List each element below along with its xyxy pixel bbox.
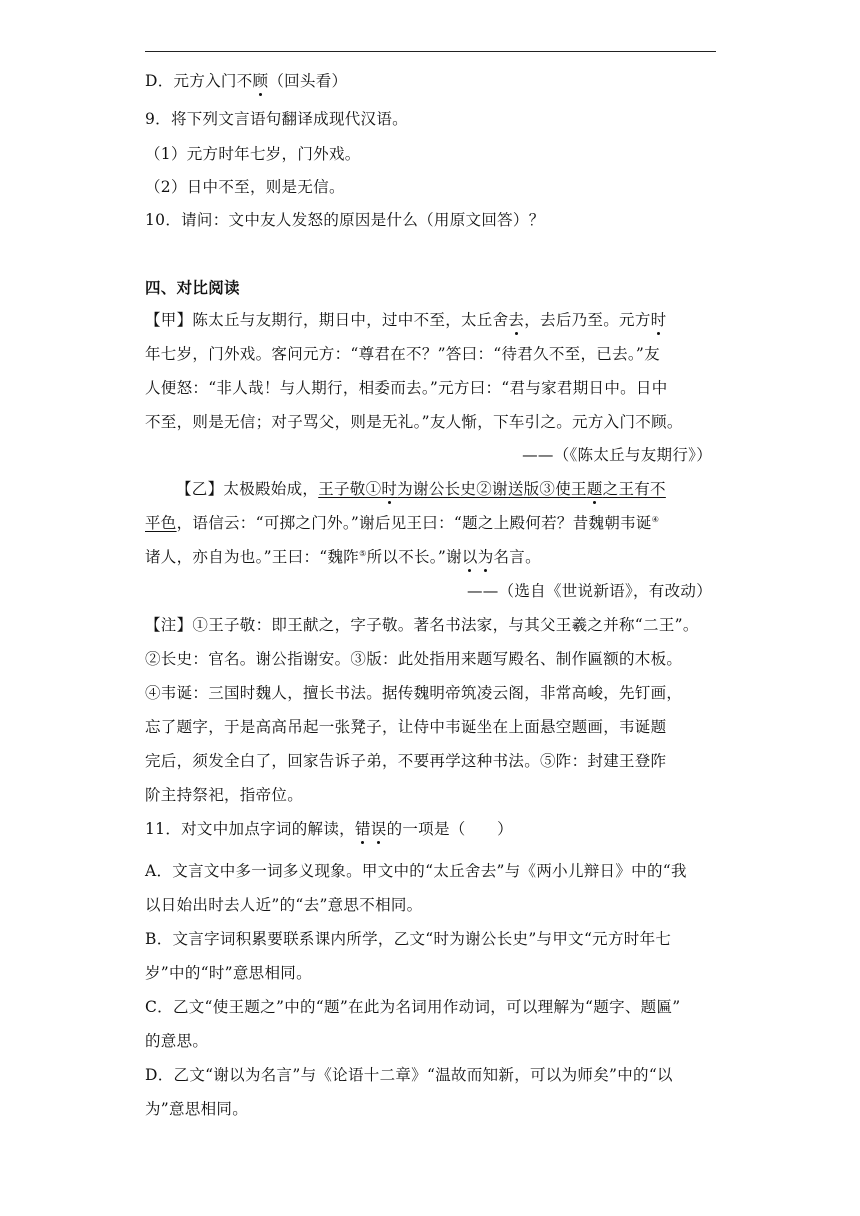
yi-source: ——（选自《世说新语》，有改动） <box>466 582 712 600</box>
q8-option-d: D．元方入门不顾（回头看） <box>145 69 347 91</box>
emphasis-dot-char: 为 <box>478 545 494 567</box>
q11-option-b: B．文言字词积累要联系课内所学，乙文“时为谢公长史”与甲文“元方时年七 <box>145 930 672 948</box>
jia-source: ——（《陈太丘与友期行》） <box>522 446 712 464</box>
emphasis-dot-char: 时 <box>651 308 667 330</box>
note-line: ②长史：官名。谢公指谢安。③版：此处指用来题写殿名、制作匾额的木板。 <box>145 650 683 668</box>
jia-line-2: 年七岁，门外戏。客问元方：“尊君在不？”答曰：“待君久不至，已去。”友 <box>145 345 660 363</box>
section-title: 四、对比阅读 <box>145 278 240 297</box>
emphasis-dot-char: 误 <box>371 817 387 839</box>
note-line: 阶主持祭祀，指帝位。 <box>145 786 304 804</box>
q11-option-c-cont: 的意思。 <box>145 1032 209 1050</box>
q11-option-d-cont: 为”意思相同。 <box>145 1100 249 1118</box>
note-line: ④韦诞：三国时魏人，擅长书法。据传魏明帝筑凌云阁，非常高峻，先钉画， <box>145 684 683 702</box>
jia-line-1: 【甲】陈太丘与友期行，期日中，过中不至，太丘舍去，去后乃至。元方时 <box>145 308 666 330</box>
emphasis-dot-char: 错 <box>355 817 371 839</box>
q11-stem: 11．对文中加点字词的解读，错误的一项是（ ） <box>145 817 513 839</box>
note-line: 忘了题字，于是高高吊起一张凳子，让侍中韦诞坐在上面悬空题画，韦诞题 <box>145 718 667 736</box>
q9-sentence-1: （1）元方时年七岁，门外戏。 <box>145 145 361 163</box>
q11-option-d: D．乙文“谢以为名言”与《论语十二章》“温故而知新，可以为师矣”中的“以 <box>145 1066 673 1084</box>
emphasis-dot-char: 去 <box>508 308 524 330</box>
note-line: 完后，须发全白了，回家告诉子弟，不要再学这种书法。⑤阼：封建王登阼 <box>145 752 667 770</box>
yi-line-2: 平色，语信云：“可掷之门外。”谢后见王曰：“题之上殿何若？昔魏朝韦诞④ <box>145 514 660 532</box>
emphasis-dot-char: 以 <box>462 545 478 567</box>
header-rule <box>145 51 716 52</box>
q9-sentence-2: （2）日中不至，则是无信。 <box>145 178 345 196</box>
jia-line-4: 不至，则是无信；对子骂父，则是无礼。”友人惭，下车引之。元方入门不顾。 <box>145 413 683 431</box>
emphasis-dot-char: 顾 <box>253 69 269 91</box>
yi-line-1: 【乙】太极殿始成，王子敬①时为谢公长史②谢送版③使王题之王有不 <box>176 477 666 499</box>
q11-option-a: A．文言文中多一词多义现象。甲文中的“太丘舍去”与《两小儿辩日》中的“我 <box>145 862 687 880</box>
emphasis-dot-char: 时 <box>381 477 397 499</box>
q10-stem: 10．请问：文中友人发怒的原因是什么（用原文回答）？ <box>145 211 545 229</box>
q11-option-b-cont: 岁”中的“时”意思相同。 <box>145 964 312 982</box>
emphasis-dot-char: 题 <box>587 477 603 499</box>
q11-option-c: C．乙文“使王题之”中的“题”在此为名词用作动词，可以理解为“题字、题匾” <box>145 998 681 1016</box>
yi-line-3: 诸人，亦自为也。”王曰：“魏阼⑤所以不长。”谢以为名言。 <box>145 545 541 567</box>
q9-stem: 9．将下列文言语句翻译成现代汉语。 <box>145 110 408 128</box>
note-line: 【注】①王子敬：即王献之，字子敬。著名书法家，与其父王羲之并称“二王”。 <box>145 616 699 634</box>
jia-line-3: 人便怒：“非人哉！与人期行，相委而去。”元方曰：“君与家君期日中。日中 <box>145 379 668 397</box>
q11-option-a-cont: 以日始出时去人近”的“去”意思不相同。 <box>145 896 423 914</box>
